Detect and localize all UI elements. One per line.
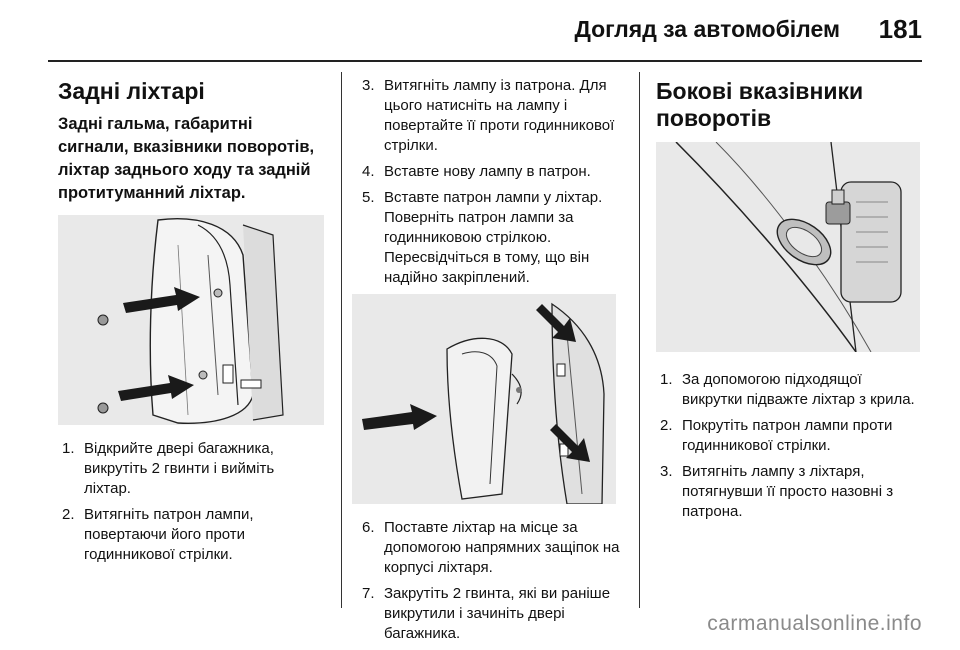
list-item: 7. Закрутіть 2 гвинта, які ви раніше викрутили і зачиніть двері багажника. bbox=[362, 585, 611, 642]
column-rear-lights bbox=[58, 72, 324, 571]
steps-list-col1 bbox=[58, 439, 324, 565]
header-divider bbox=[48, 60, 922, 62]
list-item: 6. Поставте ліхтар на місце за допомогою напрямних защіпок на корпусі ліхтаря. bbox=[362, 519, 620, 576]
list-item: 1. Відкрийте двері багажника, викрутіть 2 гвинти і вийміть ліхтар. bbox=[62, 440, 275, 497]
column-bulb-steps bbox=[358, 72, 628, 650]
list-item: 5. Вставте патрон лампи у ліхтар. Поверніть патрон лампи за годинниковою стрілкою. Пересвідчіться в тому, що він надійно закріплений. bbox=[362, 189, 603, 286]
page-header bbox=[0, 0, 960, 62]
page-number: 181 bbox=[878, 14, 922, 44]
list-item: 2. Покрутіть патрон лампи проти годинникової стрілки. bbox=[660, 417, 893, 454]
light-install-illustration bbox=[352, 294, 616, 504]
section-subtitle: Задні гальма, габаритні сигнали, вказівники поворотів, ліхтар заднього ходу та задній протитуманний ліхтар. bbox=[58, 115, 315, 202]
steps-list-col2-bottom bbox=[358, 518, 628, 644]
light-install-drawing bbox=[352, 294, 616, 504]
list-item: 3. Витягніть лампу з ліхтаря, потягнувши її просто назовні з патрона. bbox=[660, 463, 894, 520]
list-item: 1. За допомогою підходящої викрутки підважте ліхтар з крила. bbox=[660, 371, 915, 408]
section-title-side-indicators: Бокові вказівники поворотів bbox=[656, 78, 864, 131]
steps-list-col2-top bbox=[358, 76, 628, 288]
side-indicator-drawing bbox=[656, 142, 920, 352]
list-item: 4. Вставте нову лампу в патрон. bbox=[362, 163, 591, 180]
section-title-rear-lights: Задні ліхтарі bbox=[58, 78, 205, 104]
rear-light-drawing bbox=[58, 215, 324, 425]
rear-light-illustration bbox=[58, 215, 324, 425]
side-indicator-illustration bbox=[656, 142, 920, 352]
list-item: 2. Витягніть патрон лампи, повертаючи його проти годинникової стрілки. bbox=[62, 506, 254, 563]
column-divider-2 bbox=[639, 72, 640, 608]
steps-list-col3 bbox=[656, 370, 922, 522]
column-divider-1 bbox=[341, 72, 342, 608]
watermark: carmanualsonline.info bbox=[707, 612, 922, 635]
list-item: 3. Витягніть лампу із патрона. Для цього натисніть на лампу і повертайте її проти годинникової стрілки. bbox=[362, 77, 615, 154]
chapter-title: Догляд за автомобілем bbox=[574, 16, 840, 42]
column-side-indicators bbox=[656, 72, 922, 528]
